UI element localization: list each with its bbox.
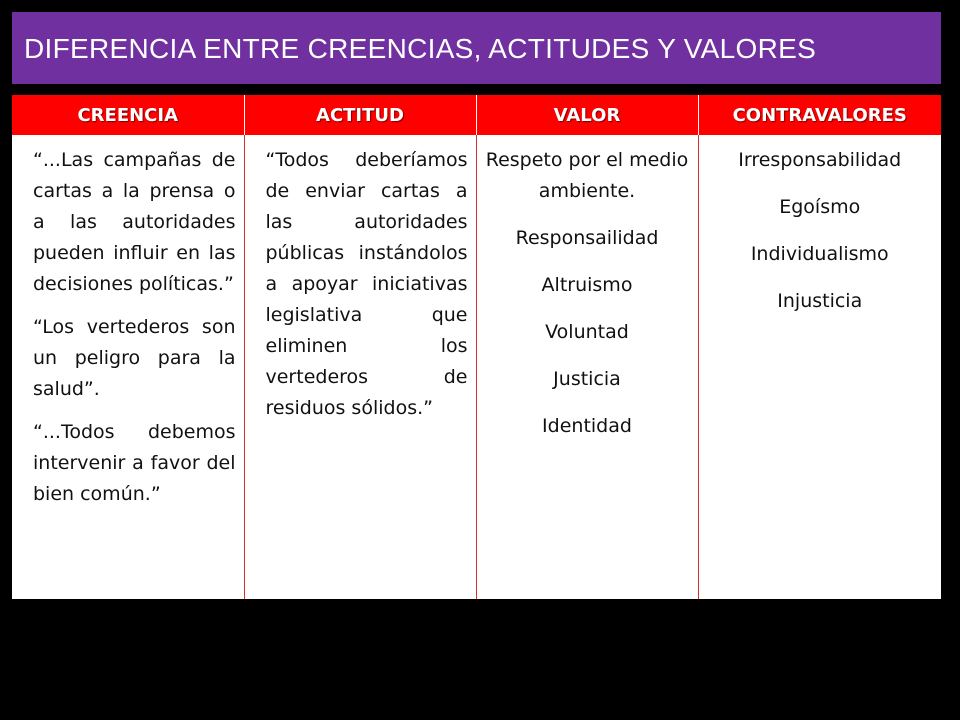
- valor-item: Altruismo: [541, 274, 633, 296]
- header-valor: VALOR: [476, 95, 698, 135]
- valor-item: Voluntad: [545, 321, 629, 343]
- title-banner: [12, 12, 941, 84]
- actitud-quote: “Todos deberíamos de enviar cartas a las autoridades públicas instándolos a apoyar iniciativas legislativa que eliminen los vertederos de residuos sólidos.”: [265, 149, 468, 419]
- creencia-quote: “...Las campañas de cartas a la prensa o a las autoridades pueden influir en las decisiones políticas.”: [33, 149, 236, 295]
- header-contravalores: CONTRAVALORES: [698, 95, 941, 135]
- cell-actitud: [244, 135, 476, 599]
- table-header-row: [12, 95, 941, 135]
- comparison-table: [12, 95, 941, 599]
- contravalor-item: Irresponsabilidad: [738, 149, 902, 171]
- creencia-quote: “...Todos debemos intervenir a favor del bien común.”: [33, 421, 236, 505]
- contravalor-item: Injusticia: [777, 290, 863, 312]
- creencia-quote: “Los vertederos son un peligro para la salud”.: [33, 316, 236, 400]
- header-creencia: CREENCIA: [12, 95, 244, 135]
- cell-creencia: [12, 135, 244, 599]
- valor-item: Identidad: [542, 415, 632, 437]
- cell-valor: [476, 135, 698, 599]
- page-title: DIFERENCIA ENTRE CREENCIAS, ACTITUDES Y VALORES: [24, 33, 817, 64]
- valor-item: Justicia: [553, 368, 621, 390]
- valor-item: Respeto por el medio ambiente.: [485, 149, 689, 202]
- contravalor-item: Individualismo: [750, 243, 889, 265]
- header-actitud: ACTITUD: [244, 95, 476, 135]
- cell-contravalores: [698, 135, 941, 599]
- table-row: [12, 135, 941, 599]
- valor-item: Responsailidad: [515, 227, 659, 249]
- contravalor-item: Egoísmo: [779, 196, 861, 218]
